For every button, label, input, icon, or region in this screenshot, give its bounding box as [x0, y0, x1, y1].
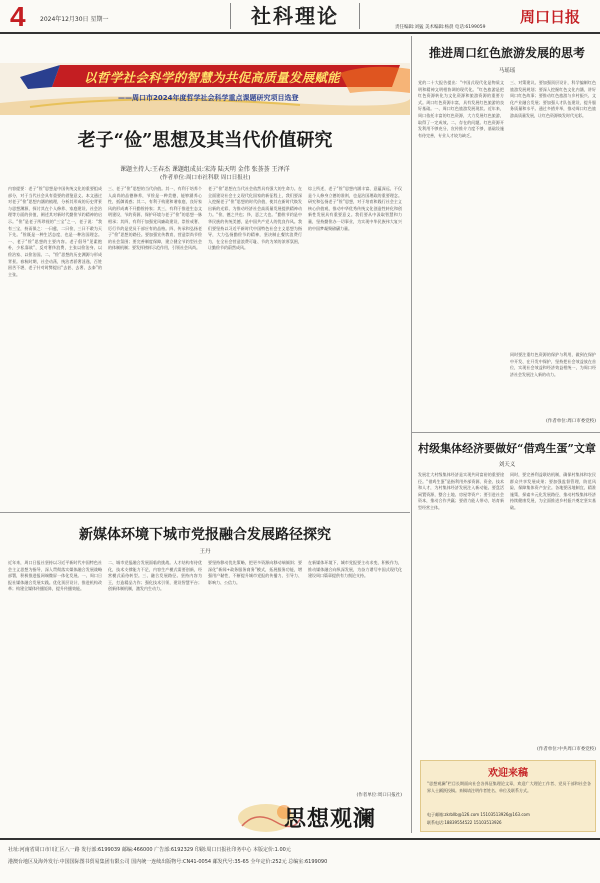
welcome-body: “思想观澜”栏目长期面向社会各界征集理论文章，欢迎广大理论工作者、党员干部和社会各界人士踊跃投稿。来稿请注明作者姓名、单位及联系方式。: [427, 781, 591, 793]
article3-column-3: 要坚持移动优先策略，把更多资源向移动端倾斜；要深化“新闻+政务服务商务”模式，拓展服务功能，增强用户黏性，不断提升城市党报的传播力、引导力、影响力、公信力。: [208, 560, 302, 585]
date-line: 2024年12月30日 星期一: [40, 16, 109, 23]
welcome-phone: 联系电话:18839554522 15103513926: [427, 820, 502, 825]
welcome-box: [420, 760, 596, 832]
article1-column-4: 综上所述，老子“俭”思想内涵丰富、意蕴深远，不仅是个人修身立德的准则，也是治国理政的重要理念。研究和弘扬老子“俭”思想，对于培育和践行社会主义核心价值观、推动中华优秀传统文化创造性转化和创新性发展具有重要意义。我们要从中汲取智慧和力量，坚持勤俭办一切事业，为实现中华民族伟大复兴的中国梦凝聚磅礴力量。: [308, 186, 402, 231]
article4-column-1: 发展壮大村级集体经济是实现共同富裕的重要途径。“借鸡生蛋”是指利用外部资源、资金、技术和人才，为村集体经济发展注入新动能。要盘活闲置资源，整合土地、房屋等资产；要引进社会资本，推动合作共赢；要借力能人带动，培育新型经营主体。: [418, 472, 504, 510]
banner-subtitle: ——周口市2024年度哲学社会科学重点课题研究项目选登: [118, 94, 299, 102]
article2-column-2: 三、对策建议。要加强顶层设计，科学编制红色旅游发展规划；要深入挖掘红色文化内涵，讲好周口红色故事；要推动红色旅游与乡村振兴、文化产业融合发展；要加强人才队伍建设，提升服务质量和水平。通过多措并举，推动周口红色旅游高质量发展，让红色资源焕发时代光彩。: [510, 80, 596, 118]
footer-line-2: 港澳台地区及海外发行:中国国际图书贸易集团有限公司 国内统一连续出版物号:CN41-0054 邮发代号:35-65 全年定价:252元 总编室:6199090: [8, 859, 328, 865]
column-logo: [236, 800, 412, 834]
article3-affiliation: (作者单位:周口日报社): [356, 793, 402, 798]
page-number: 4: [10, 1, 26, 32]
article4-title: 村级集体经济要做好“借鸡生蛋”文章: [418, 442, 596, 455]
article3-column-1: 近年来，周口日报社坚持以习近平新时代中国特色社会主义思想为指导，深入贯彻落实媒体融合发展战略部署，积极推进报网端微屏一体化发展。一、周口日报社媒体融合发展实践。优化顶层设计，推进机构改革；构建全媒体传播矩阵，提升传播效能。: [8, 560, 102, 592]
article2-affiliation: (作者单位:周口市委党校): [545, 419, 596, 424]
column-name: 思想观澜: [284, 806, 377, 832]
article4-author: 刘天义: [498, 462, 516, 468]
article3-column-4: 在新媒体环境下，城市党报要主动求变、积极作为，推动媒体融合向纵深发展，为奋力谱写中国式现代化建设周口篇章提供有力舆论支持。: [308, 560, 402, 579]
article2-title: 推进周口红色旅游发展的思考: [428, 46, 585, 60]
article3-column-2: 二、城市党报融合发展面临的挑战。人才结构有待优化，技术支撑能力不足，内容生产模式需要创新，经营模式亟待转型。三、融合发展路径。坚持内容为王，打造精品力作；强化技术引领，建设智慧平台；创新体制机制，激发内生动力。: [108, 560, 202, 592]
article2-column-2b: 同时要注重红色资源的保护与利用，做到在保护中开发、在开发中保护，坚持把社会效益放在首位，实现社会效益和经济效益相统一，为周口经济社会发展注入新的动力。: [510, 352, 596, 377]
article1-affiliation: (作者单位:周口市社科联 周口日报社): [160, 175, 251, 181]
divider-left: [0, 512, 410, 513]
banner-main-title: 以哲学社会科学的智慧为共促高质量发展赋能: [84, 70, 341, 85]
welcome-email: 电子邮箱:zkrbllb@126.com 15103513926@163.com: [427, 812, 530, 817]
article1-title: 老子“俭”思想及其当代价值研究: [77, 130, 333, 151]
article2-column-1: 党的二十大报告提出：“中国式现代化是物质文明和精神文明相协调的现代化。”红色旅游是把红色资源转化为文化资源和旅游资源的重要方式。周口红色资源丰富，具有发展红色旅游的良好基础。一、周口红色旅游发展现状。近年来，周口依托丰富的红色资源，大力发展红色旅游，取得了一定成效。二、存在的问题。红色资源开发利用不够充分，宣传推介力度不够，基础设施有待完善，专业人才较为缺乏。: [418, 80, 504, 138]
divider-right-1: [412, 432, 600, 433]
welcome-title: 欢迎来稿: [488, 768, 528, 779]
section-title-box: [230, 3, 360, 29]
paper-logo: 周口日报: [520, 8, 581, 26]
footer-line-1: 社址:河南省周口市川汇区八一路 发行部:6199039 邮编:466000 广告部:6192329 印刷:周口日报社印务中心 本版定价:1.00元: [8, 847, 291, 853]
article3-author: 王丹: [199, 549, 211, 555]
banner: [0, 63, 410, 115]
page-header: [0, 0, 600, 34]
article3-title: 新媒体环境下城市党报融合发展路径探究: [79, 527, 331, 543]
article1-column-1: 内容提要：老子“俭”思想是中国传统文化的重要组成部分，对于当代社会具有重要的借鉴意义。本文通过对老子“俭”思想内涵的梳理，分析其形成的历史背景与思想渊源，探讨其在个人修养、家庭建设、社会治理等方面的价值，阐述其对新时代勤俭节约精神的启示。“俭”是老子所珍视的“三宝”之一，老子说：“我有三宝，持而保之：一曰慈，二曰俭，三曰不敢为天下先。”俭既是一种生活态度，也是一种治国理念。一、老子“俭”思想的主要内容。老子倡导“见素抱朴，少私寡欲”，反对奢侈浪费，主张以俭治身、以俭治家、以俭治国。二、“俭”思想的历史渊源与形成背景。春秋时期，社会动荡，统治者骄奢淫逸，百姓困苦不堪，老子针对时弊提出“去甚、去奢、去泰”的主张。: [8, 186, 102, 277]
article4-column-2: 同时，要完善利益联结机制，确保村集体和农民群众共享发展成果；要加强监督管理，防范风险，保障集体资产安全。各地要因地制宜、精准施策，探索多元化发展路径，推动村级集体经济持续健康发展，为全面推进乡村振兴奠定坚实基础。: [510, 472, 596, 510]
article4-affiliation: (作者单位:中共周口市委党校): [536, 747, 596, 752]
divider-vertical: [411, 36, 412, 833]
article2-author: 马瑶瑶: [498, 68, 516, 74]
footer: [0, 838, 600, 883]
article1-column-3: 老子“俭”思想在当代社会依然具有强大的生命力。在全面建设社会主义现代化国家的新征程上，我们要深入挖掘老子“俭”思想的时代价值，使其在新时代焕发出新的光彩，为推动经济社会高质量发展提供精神动力。“俭，德之共也；侈，恶之大也。”勤俭节约是中华民族的传统美德，是中国共产党人的优良作风。我们要坚持以习近平新时代中国特色社会主义思想为指导，大力弘扬勤俭节约精神，坚决制止餐饮浪费行为，在全社会营造浪费可耻、节约为荣的浓厚氛围，让勤俭节约蔚然成风。: [208, 186, 302, 251]
article1-byline: 课题主持人:王春杰 课题组成员:宋涛 陆天明 金伟 张荟荟 王泽洋: [120, 166, 290, 173]
section-title: 社科理论: [251, 4, 339, 28]
article1-column-2: 三、老子“俭”思想的当代价值。其一，有利于培养个人高尚的品德修养，节俭是一种美德，能够涵养心性，抵御诱惑；其二，有利于构建和谐家庭，良好家风的形成离不开勤俭持家；其三，有利于推进生态文明建设，节约资源、保护环境与老子“俭”的思想一脉相承；其四，有利于加强党风廉政建设，崇俭戒奢、厉行节约是党员干部应有的品格。四、传承和弘扬老子“俭”思想的路径。要加强宣传教育，营造崇尚节俭的社会氛围；要完善制度保障，建立健全节约型社会的体制机制；要发挥榜样示范作用，引领社会风尚。: [108, 186, 202, 251]
editor-line: 责任编辑:刘猛 美术编辑:杨晨 电话:6199059: [395, 25, 486, 30]
